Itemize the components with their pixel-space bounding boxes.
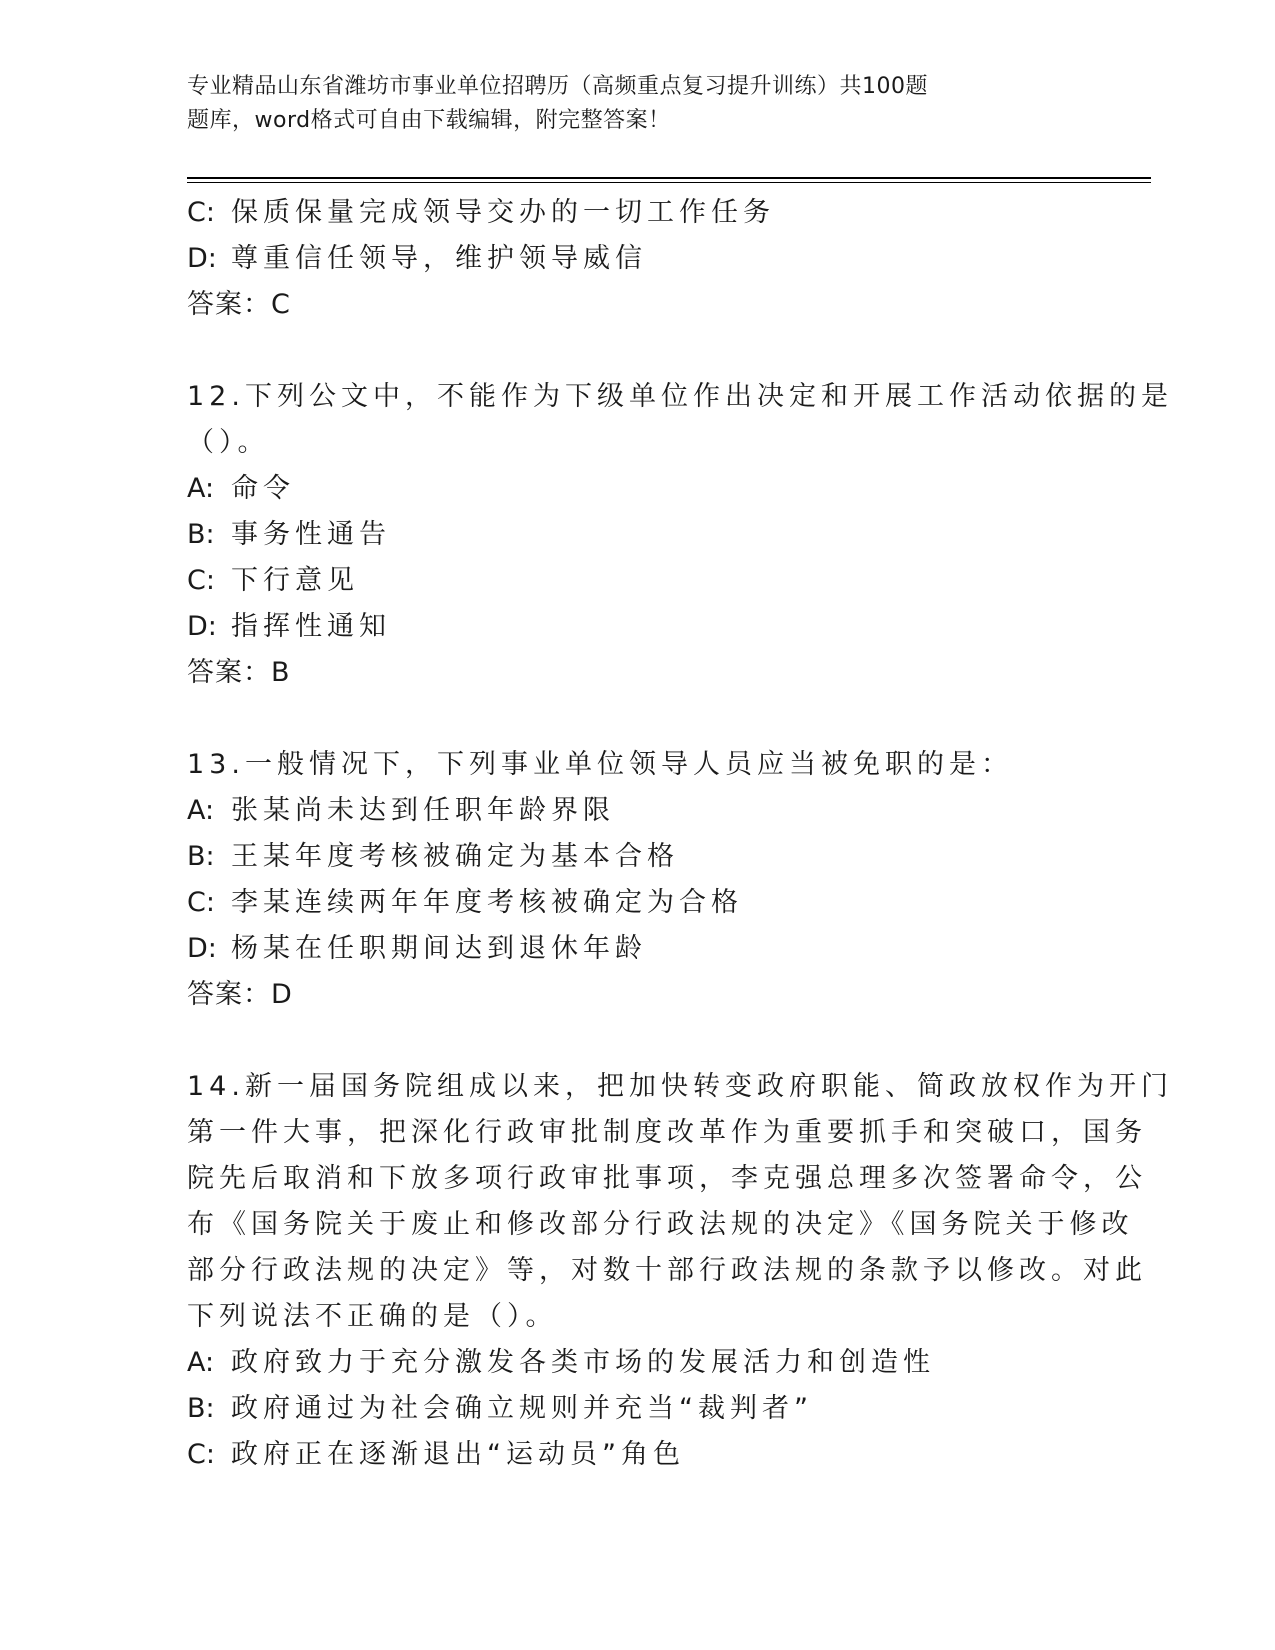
option-c	[187, 1432, 1087, 1478]
option-c	[187, 880, 1087, 926]
question-stem-line: 13.一般情况下，下列事业单位领导人员应当被免职的是：	[187, 749, 1013, 780]
header-title-line-2: 题库，word格式可自由下载编辑，附完整答案！	[187, 108, 671, 133]
answer-line: 答案：D	[187, 979, 293, 1010]
option-text: 事务性通告	[231, 519, 391, 550]
question-12	[187, 374, 1173, 696]
question-stem-line: 14.新一届国务院组成以来，把加快转变政府职能、简政放权作为开门	[187, 1071, 1173, 1102]
answer-line: 答案：B	[187, 657, 291, 688]
question-stem-line: 院先后取消和下放多项行政审批事项，李克强总理多次签署命令，公	[187, 1163, 1147, 1194]
option-key: D:	[187, 611, 217, 642]
option-b	[187, 512, 1087, 558]
option-b	[187, 1386, 1087, 1432]
option-d	[187, 926, 1087, 972]
option-d	[187, 604, 1087, 650]
option-b	[187, 834, 1087, 880]
option-c	[187, 558, 1087, 604]
question-list	[187, 190, 1173, 1478]
header-title-line-1: 专业精品山东省潍坊市事业单位招聘历（高频重点复习提升训练）共100题	[187, 74, 928, 99]
option-text: 政府致力于充分激发各类市场的发展活力和创造性	[231, 1347, 935, 1378]
spacer	[187, 696, 1087, 742]
option-key: C:	[187, 1439, 215, 1470]
option-key: B:	[187, 841, 215, 872]
question-stem-line: 12.下列公文中，不能作为下级单位作出决定和开展工作活动依据的是	[187, 381, 1173, 412]
option-a	[187, 1340, 1087, 1386]
spacer	[187, 328, 1087, 374]
question-11-tail	[187, 190, 1087, 328]
question-stem-line: 第一件大事，把深化行政审批制度改革作为重要抓手和突破口，国务	[187, 1117, 1147, 1148]
option-text: 命令	[231, 473, 295, 504]
question-14	[187, 1064, 1173, 1478]
option-a	[187, 788, 1087, 834]
question-stem-line: 下列说法不正确的是（）。	[187, 1301, 558, 1332]
option-text: 李某连续两年年度考核被确定为合格	[231, 887, 743, 918]
option-key: D:	[187, 933, 217, 964]
option-key: A:	[187, 473, 215, 504]
option-text: 政府正在逐渐退出“运动员”角色	[231, 1439, 685, 1470]
header-divider-thick	[187, 177, 1151, 179]
question-stem-line: 布《国务院关于废止和修改部分行政法规的决定》《国务院关于修改	[187, 1209, 1134, 1240]
question-13	[187, 742, 1087, 1018]
option-text: 保质保量完成领导交办的一切工作任务	[231, 197, 775, 228]
option-key: C:	[187, 197, 215, 228]
question-stem-line: （）。	[187, 427, 270, 458]
option-key: C:	[187, 887, 215, 918]
question-stem-line: 部分行政法规的决定》等，对数十部行政法规的条款予以修改。对此	[187, 1255, 1147, 1286]
option-d	[187, 236, 1087, 282]
option-text: 王某年度考核被确定为基本合格	[231, 841, 679, 872]
option-key: C:	[187, 565, 215, 596]
option-c	[187, 190, 1087, 236]
option-key: A:	[187, 1347, 215, 1378]
document-header	[187, 70, 1087, 138]
option-a	[187, 466, 1087, 512]
option-text: 张某尚未达到任职年龄界限	[231, 795, 615, 826]
answer-line: 答案：C	[187, 289, 291, 320]
option-text: 下行意见	[231, 565, 359, 596]
option-text: 尊重信任领导，维护领导威信	[231, 243, 647, 274]
header-divider-thin	[187, 182, 1151, 183]
option-key: B:	[187, 1393, 215, 1424]
option-key: D:	[187, 243, 217, 274]
option-key: B:	[187, 519, 215, 550]
option-text: 指挥性通知	[231, 611, 391, 642]
option-text: 杨某在任职期间达到退休年龄	[231, 933, 647, 964]
spacer	[187, 1018, 1087, 1064]
option-key: A:	[187, 795, 215, 826]
option-text: 政府通过为社会确立规则并充当“裁判者”	[231, 1393, 813, 1424]
